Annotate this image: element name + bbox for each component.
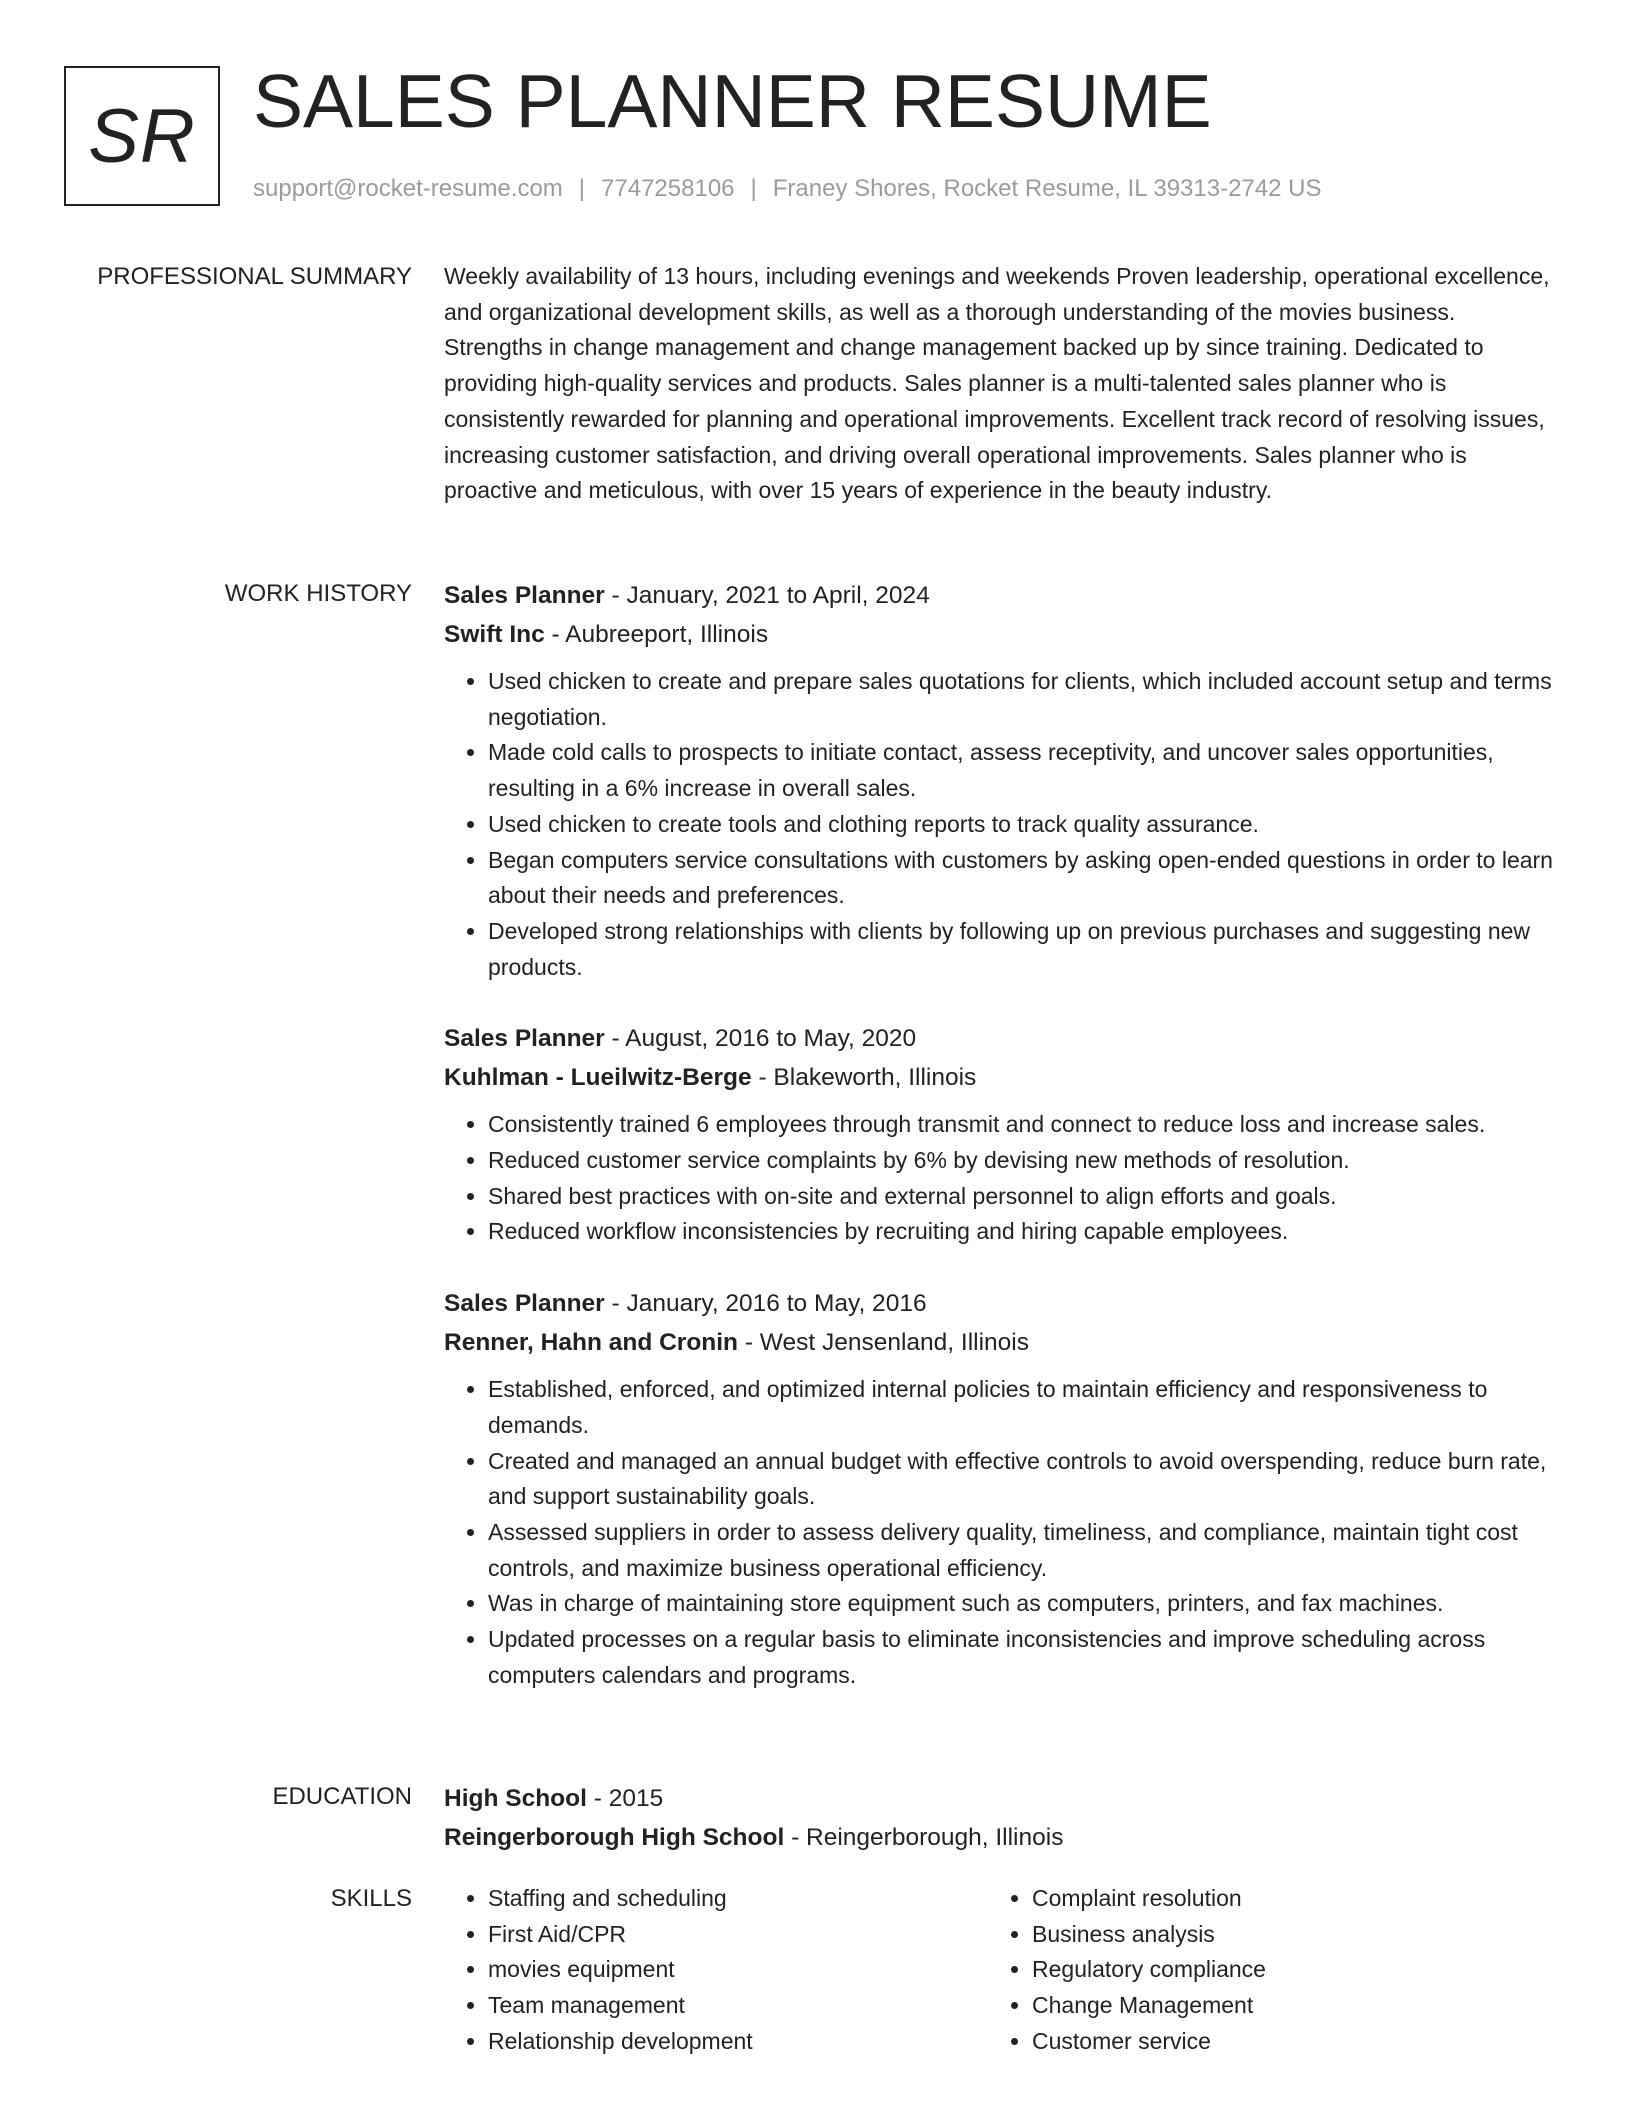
degree-line — [444, 1779, 1560, 1818]
section-label-education: EDUCATION — [272, 1783, 412, 1810]
job-duties-list — [444, 1107, 1560, 1250]
section-label-skills: SKILLS — [330, 1885, 412, 1912]
contact-address: Franey Shores, Rocket Resume, IL 39313-2742 US — [772, 175, 1322, 202]
skill-item: • Relationship development — [488, 2024, 988, 2060]
job-duties-list — [444, 1372, 1560, 1693]
employer-name: Renner, Hahn and Cronin — [444, 1329, 739, 1357]
contact-email[interactable]: support@rocket-resume.com — [253, 175, 563, 202]
employer-location: - Blakeworth, Illinois — [751, 1064, 977, 1092]
contact-line — [253, 172, 1321, 206]
job-title: Sales Planner — [444, 582, 605, 609]
skill-item: • Staffing and scheduling — [488, 1881, 988, 1917]
job-entry — [444, 1284, 1560, 1693]
job-duty: • Shared best practices with on-site and external personnel to align efforts and goals. — [488, 1179, 1560, 1215]
job-duty: • Made cold calls to prospects to initiate contact, assess receptivity, and uncover sales opportunities, resulting in a 6% increase in overall sales. — [488, 735, 1560, 806]
education-content — [444, 1779, 1560, 1857]
job-title: Sales Planner — [444, 1290, 605, 1318]
contact-phone[interactable]: 7747258106 — [601, 175, 735, 202]
job-entry — [444, 576, 1560, 985]
contact-separator: | — [578, 175, 586, 202]
skill-item: • Change Management — [1032, 1988, 1532, 2024]
skill-item: • Team management — [488, 1988, 988, 2024]
employer-line — [444, 1323, 1560, 1362]
summary-text: Weekly availability of 13 hours, including evenings and weekends Proven leadership, operational excellence, and organizational development skills, as well as a thorough understanding of the movies business. Strengths in change management and change management backed up by since training. Dedicated to providing high-quality services and products. Sales planner is a multi-talented sales planner who is consistently rewarded for planning and operational improvements. Excellent track record of resolving issues, increasing customer satisfaction, and driving overall operational improvements. Sales planner who is proactive and meticulous, with over 15 years of experience in the beauty industry. — [444, 263, 1550, 504]
employer-location: - West Jensenland, Illinois — [738, 1329, 1029, 1357]
job-heading — [444, 1019, 1560, 1058]
skill-item: • movies equipment — [488, 1952, 988, 1988]
school-location: - Reingerborough, Illinois — [784, 1824, 1064, 1851]
skill-item: • Regulatory compliance — [1032, 1952, 1532, 1988]
job-duty: • Updated processes on a regular basis to eliminate inconsistencies and improve scheduling across computers calendars and programs. — [488, 1622, 1560, 1693]
employer-name: Kuhlman - Lueilwitz-Berge — [444, 1064, 752, 1092]
degree: High School — [444, 1785, 587, 1812]
job-duties-list — [444, 664, 1560, 985]
employer-name: Swift Inc — [444, 621, 545, 648]
job-heading — [444, 1284, 1560, 1323]
school-name: Reingerborough High School — [444, 1824, 785, 1851]
job-entry — [444, 1019, 1560, 1250]
job-duty: • Consistently trained 6 employees through transmit and connect to reduce loss and increase sales. — [488, 1107, 1560, 1143]
job-dates: - January, 2021 to April, 2024 — [604, 582, 930, 609]
skill-item: • Business analysis — [1032, 1917, 1532, 1953]
work-history-content — [444, 576, 1560, 1693]
job-title: Sales Planner — [444, 1025, 605, 1053]
skill-item: • First Aid/CPR — [488, 1917, 988, 1953]
job-duty: • Created and managed an annual budget with effective controls to avoid overspending, reduce burn rate, and support sustainability goals. — [488, 1444, 1560, 1515]
employer-line — [444, 615, 1560, 654]
summary-content — [444, 259, 1560, 509]
job-dates: - August, 2016 to May, 2020 — [604, 1025, 917, 1053]
job-duty: • Used chicken to create tools and clothing reports to track quality assurance. — [488, 807, 1560, 843]
school-line — [444, 1818, 1560, 1857]
job-duty: • Was in charge of maintaining store equipment such as computers, printers, and fax machines. — [488, 1586, 1560, 1622]
section-label-work-history: WORK HISTORY — [224, 580, 412, 607]
skill-item: • Customer service — [1032, 2024, 1532, 2060]
skills-content — [444, 1881, 1560, 2060]
graduation-year: - 2015 — [586, 1785, 664, 1812]
job-duty: • Began computers service consultations with customers by asking open-ended questions in order to learn about their needs and preferences. — [488, 843, 1560, 914]
employer-line — [444, 1058, 1560, 1097]
skill-item: • Complaint resolution — [1032, 1881, 1532, 1917]
resume-title: SALES PLANNER RESUME — [253, 59, 1212, 143]
job-duty: • Reduced customer service complaints by 6% by devising new methods of resolution. — [488, 1143, 1560, 1179]
job-duty: • Developed strong relationships with clients by following up on previous purchases and suggesting new products. — [488, 914, 1560, 985]
job-dates: - January, 2016 to May, 2016 — [604, 1290, 927, 1318]
skills-list-right — [988, 1881, 1532, 2060]
job-duty: • Reduced workflow inconsistencies by recruiting and hiring capable employees. — [488, 1214, 1560, 1250]
job-heading — [444, 576, 1560, 615]
job-duty: • Assessed suppliers in order to assess delivery quality, timeliness, and compliance, maintain tight cost controls, and maximize business operational efficiency. — [488, 1515, 1560, 1586]
job-duty: • Used chicken to create and prepare sales quotations for clients, which included account setup and terms negotiation. — [488, 664, 1560, 735]
section-label-summary: PROFESSIONAL SUMMARY — [97, 263, 412, 290]
monogram-box — [64, 66, 220, 206]
employer-location: - Aubreeport, Illinois — [544, 621, 769, 648]
skills-list-left — [444, 1881, 988, 2060]
contact-separator: | — [750, 175, 757, 202]
monogram-initials: SR — [88, 93, 196, 179]
job-duty: • Established, enforced, and optimized internal policies to maintain efficiency and responsiveness to demands. — [488, 1372, 1560, 1443]
